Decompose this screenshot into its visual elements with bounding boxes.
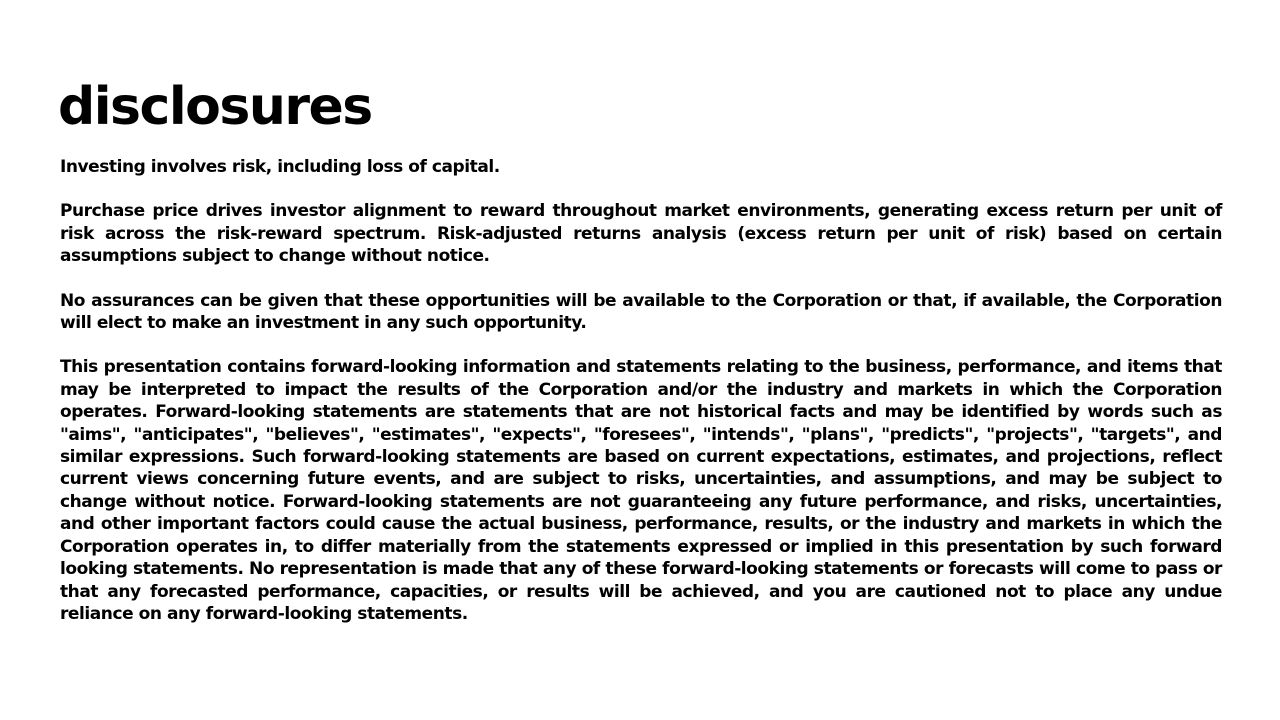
disclosure-paragraph-assurances: No assurances can be given that these opportunities will be available to the Corporation or that, if available, the Corporation will elect to make an investment in any such opportunity. [60,290,1222,334]
disclosure-body [60,156,1222,647]
disclosure-paragraph-forward-looking: This presentation contains forward-looking information and statements relating to the business, performance, and items that may be interpreted to impact the results of the Corporation and/or the industry and markets in which the Corporation operates. Forward-looking statements are statements that are not historical facts and may be identified by words such as "aims", "anticipates", "believes", "estimates", "expects", "foresees", "intends", "plans", "predicts", "projects", "targets", and similar expressions. Such forward-looking statements are based on current expectations, estimates, and projections, reflect current views concerning future events, and are subject to risks, uncertainties, and assumptions, and may be subject to change without notice. Forward-looking statements are not guaranteeing any future performance, and risks, uncertainties, and other important factors could cause the actual business, performance, results, or the industry and markets in which the Corporation operates in, to differ materially from the statements expressed or implied in this presentation by such forward looking statements. No representation is made that any of these forward-looking statements or forecasts will come to pass or that any forecasted performance, capacities, or results will be achieved, and you are cautioned not to place any undue reliance on any forward-looking statements. [60,357,1222,624]
disclosure-paragraph-purchase-price: Purchase price drives investor alignment to reward throughout market environments, generating excess return per unit of risk across the risk-reward spectrum. Risk-adjusted returns analysis (excess return per unit of risk) based on certain assumptions subject to change without notice. [60,201,1222,267]
disclosure-paragraph-risk: Investing involves risk, including loss of capital. [60,157,500,177]
slide-title: disclosures [58,77,372,137]
